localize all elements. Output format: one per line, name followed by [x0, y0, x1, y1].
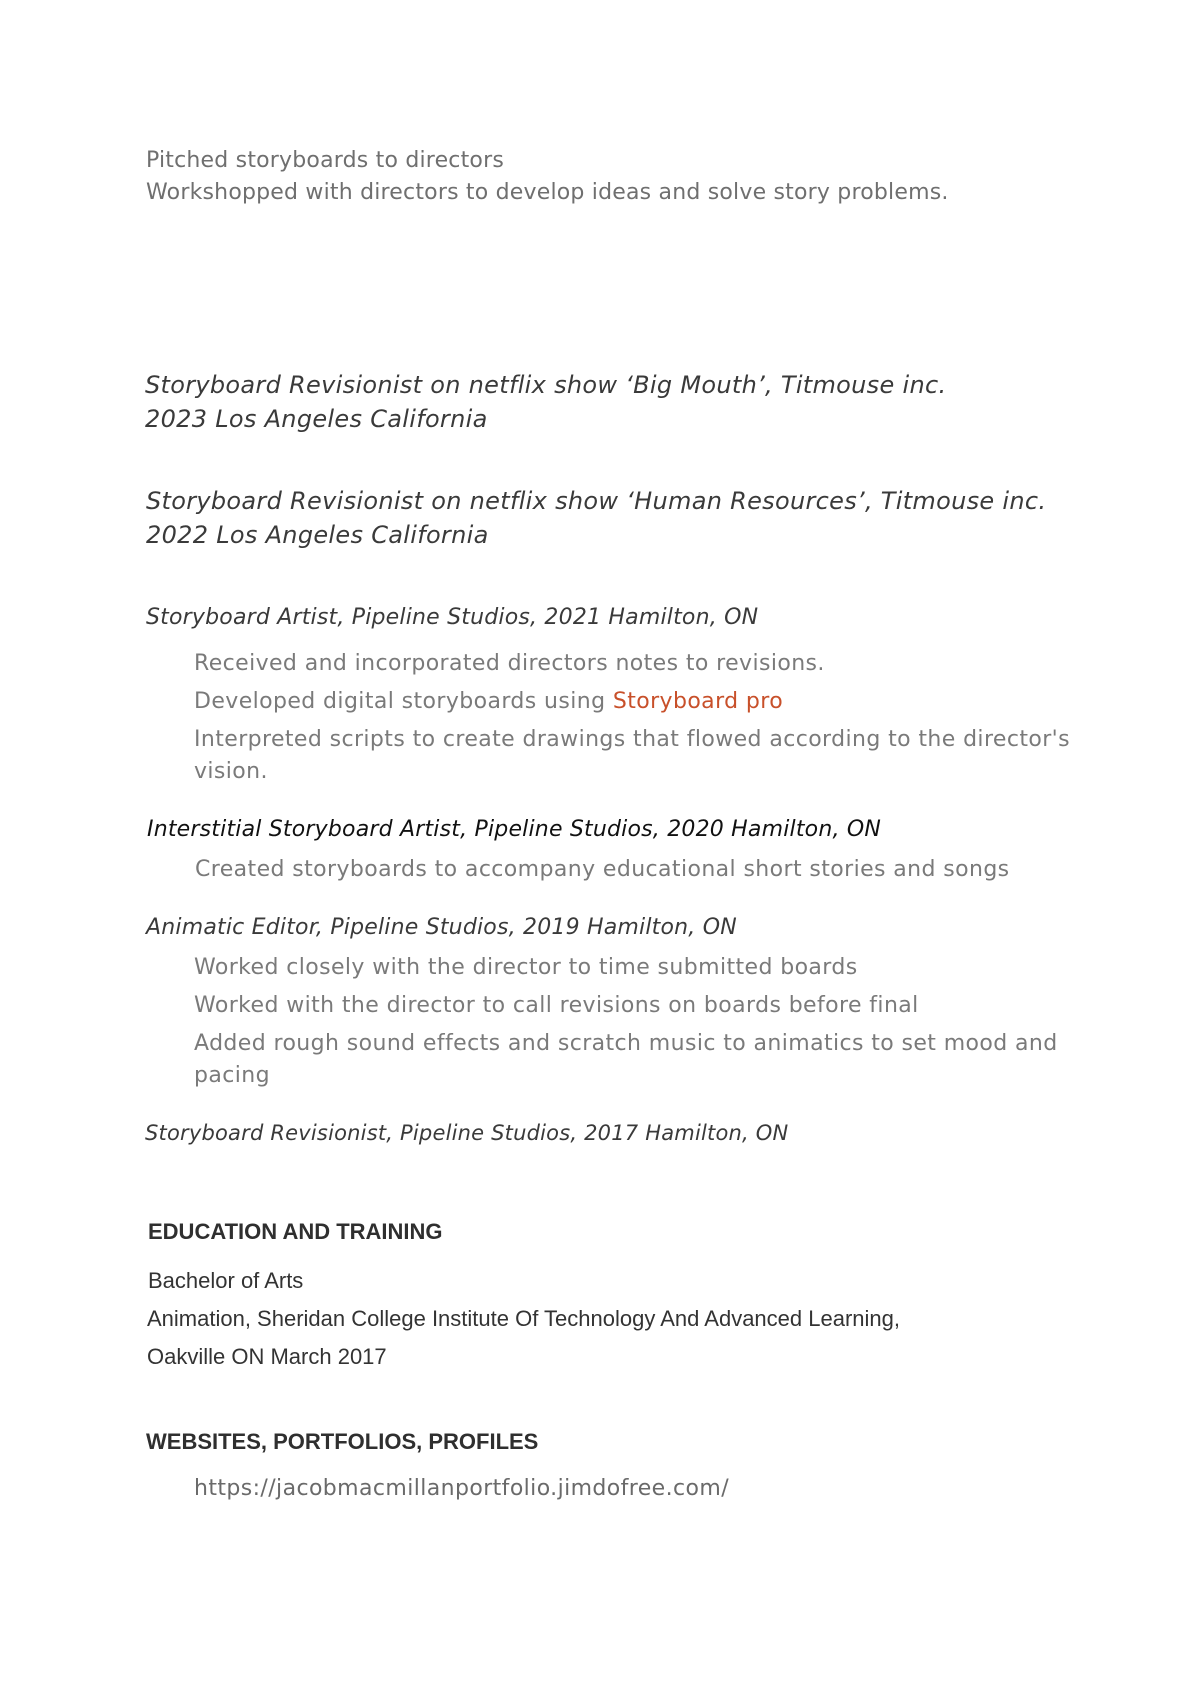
duty-item: Added rough sound effects and scratch music to animatics to set mood and: [194, 1031, 1058, 1056]
job-title-revisionist-2017: Storyboard Revisionist, Pipeline Studios, 2017 Hamilton, ON: [145, 1121, 789, 1145]
duty-item: Worked closely with the director to time submitted boards: [194, 955, 858, 980]
job-title-storyboard-artist: Storyboard Artist, Pipeline Studios, 2021 Hamilton, ON: [146, 605, 759, 630]
storyboard-pro-link[interactable]: Storyboard pro: [612, 689, 784, 714]
education-degree: Bachelor of Arts: [148, 1268, 304, 1293]
duty-item-continued: pacing: [194, 1063, 270, 1088]
duty-item: [194, 689, 783, 714]
education-school: Animation, Sheridan College Institute Of Technology And Advanced Learning,: [147, 1306, 900, 1331]
duty-item-continued: vision.: [194, 759, 268, 784]
section-heading-education: EDUCATION AND TRAINING: [148, 1219, 443, 1244]
job-title-interstitial: Interstitial Storyboard Artist, Pipeline Studios, 2020 Hamilton, ON: [147, 817, 882, 842]
duty-item: Created storyboards to accompany educational short stories and songs: [195, 857, 1010, 882]
job-title-big-mouth: Storyboard Revisionist on netflix show ‘Big Mouth’, Titmouse inc.: [145, 371, 947, 399]
duty-item: Worked with the director to call revisions on boards before final: [194, 993, 919, 1018]
duty-item: Received and incorporated directors notes to revisions.: [194, 651, 825, 676]
intro-line-2: Workshopped with directors to develop ideas and solve story problems.: [146, 180, 949, 205]
job-title-animatic-editor: Animatic Editor, Pipeline Studios, 2019 Hamilton, ON: [146, 915, 737, 940]
intro-line-1: Pitched storyboards to directors: [146, 148, 504, 173]
job-detail-human-resources: 2022 Los Angeles California: [146, 521, 489, 549]
education-location-date: Oakville ON March 2017: [147, 1344, 387, 1369]
duty-text: Developed digital storyboards using: [194, 689, 613, 714]
duty-item: Interpreted scripts to create drawings that flowed according to the director's: [194, 727, 1070, 752]
job-title-human-resources: Storyboard Revisionist on netflix show ‘Human Resources’, Titmouse inc.: [146, 487, 1047, 515]
portfolio-url-link[interactable]: https://jacobmacmillanportfolio.jimdofree.com/: [194, 1476, 730, 1501]
section-heading-websites: WEBSITES, PORTFOLIOS, PROFILES: [146, 1429, 539, 1454]
job-detail-big-mouth: 2023 Los Angeles California: [145, 405, 488, 433]
